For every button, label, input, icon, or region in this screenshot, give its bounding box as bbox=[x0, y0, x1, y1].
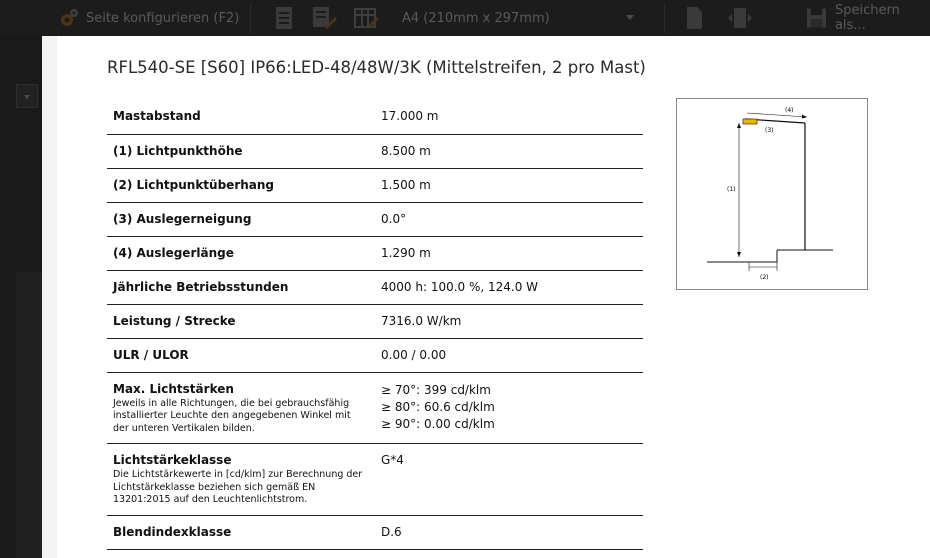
row-label: Jährliche Betriebsstunden bbox=[107, 270, 373, 304]
table-row bbox=[107, 100, 643, 134]
row-label: (3) Auslegerneigung bbox=[107, 202, 373, 236]
table-row bbox=[107, 270, 643, 304]
report-edit-icon bbox=[311, 5, 337, 31]
table-row-intensity-class bbox=[107, 444, 643, 516]
table-row bbox=[107, 168, 643, 202]
row-label: (4) Auslegerlänge bbox=[107, 236, 373, 270]
page-arrows-icon bbox=[726, 6, 754, 30]
left-panel bbox=[0, 36, 42, 558]
luminaire-spec-table bbox=[107, 100, 643, 550]
intensity-class-note: Die Lichtstärkewerte in [cd/klm] zur Berechnung der Lichtstärkeklasse beziehen sich gemäß EN 13201:2015 auf den Leuchtenlichtstrom. bbox=[113, 469, 363, 505]
left-panel-scroll-area[interactable] bbox=[16, 272, 42, 558]
diagram-label-2: (2) bbox=[760, 274, 769, 281]
table-row bbox=[107, 338, 643, 372]
floppy-disk-icon bbox=[806, 7, 827, 29]
row-value: 0.0° bbox=[373, 202, 643, 236]
luminaire-title: RFL540-SE [S60] IP66:LED-48/48W/3K (Mittelstreifen, 2 pro Mast) bbox=[107, 58, 646, 77]
paper-size-select[interactable] bbox=[380, 4, 650, 32]
row-value: 1.290 m bbox=[373, 236, 643, 270]
table-row bbox=[107, 134, 643, 168]
row-label: Blendindexklasse bbox=[107, 515, 373, 549]
save-as-button[interactable] bbox=[806, 0, 930, 36]
save-as-label: Speichern als... bbox=[834, 3, 900, 33]
page-view-button[interactable] bbox=[270, 4, 298, 32]
page-icon bbox=[684, 6, 704, 30]
row-label: Mastabstand bbox=[107, 100, 373, 134]
table-icon bbox=[353, 5, 379, 31]
chevron-down-icon bbox=[24, 95, 30, 99]
diagram-label-1: (1) bbox=[727, 186, 736, 193]
configure-page-button[interactable] bbox=[58, 0, 239, 36]
row-label bbox=[107, 372, 373, 444]
left-panel-dropdown[interactable] bbox=[16, 84, 38, 108]
table-row bbox=[107, 202, 643, 236]
row-value: G*4 bbox=[373, 444, 643, 516]
max-intensity-value: ≥ 70°: 399 cd/klm bbox=[381, 382, 491, 397]
page-navigation-button[interactable] bbox=[726, 4, 754, 32]
luminaire-marker bbox=[743, 119, 757, 124]
row-value: D.6 bbox=[373, 515, 643, 549]
chevron-down-icon bbox=[626, 15, 634, 20]
row-label: (1) Lichtpunkthöhe bbox=[107, 134, 373, 168]
row-value: 4000 h: 100.0 %, 124.0 W bbox=[373, 270, 643, 304]
row-label: ULR / ULOR bbox=[107, 338, 373, 372]
row-value: 8.500 m bbox=[373, 134, 643, 168]
table-settings-button[interactable] bbox=[352, 4, 380, 32]
max-intensity-label: Max. Lichtstärken bbox=[113, 381, 234, 396]
row-label: (2) Lichtpunktüberhang bbox=[107, 168, 373, 202]
table-row bbox=[107, 515, 643, 549]
row-value: 1.500 m bbox=[373, 168, 643, 202]
row-value: 0.00 / 0.00 bbox=[373, 338, 643, 372]
row-label bbox=[107, 444, 373, 516]
row-value: 7316.0 W/km bbox=[373, 304, 643, 338]
table-row bbox=[107, 236, 643, 270]
document-icon bbox=[274, 6, 294, 30]
diagram-label-3: (3) bbox=[765, 127, 774, 134]
row-value: 17.000 m bbox=[373, 100, 643, 134]
table-row-max-intensity bbox=[107, 372, 643, 444]
table-row bbox=[107, 304, 643, 338]
intensity-class-label: Lichtstärkeklasse bbox=[113, 453, 232, 467]
row-label: Leistung / Strecke bbox=[107, 304, 373, 338]
toolbar bbox=[0, 0, 930, 36]
diagram-label-4: (4) bbox=[785, 107, 794, 114]
max-intensity-note: Jeweils in alle Richtungen, die bei gebrauchsfähig installierter Leuchte den angegebenen Winkel mit der unteren Vertikalen bilden. bbox=[113, 397, 351, 434]
luminaire-geometry-diagram bbox=[676, 98, 868, 290]
max-intensity-value: ≥ 90°: 0.00 cd/klm bbox=[381, 416, 495, 431]
paper-size-value: A4 (210mm x 297mm) bbox=[402, 10, 550, 26]
gear-icon bbox=[58, 7, 80, 29]
configure-page-label: Seite konfigurieren (F2) bbox=[86, 10, 240, 26]
row-value bbox=[373, 372, 643, 444]
max-intensity-value: ≥ 80°: 60.6 cd/klm bbox=[381, 399, 495, 414]
report-settings-button[interactable] bbox=[310, 4, 338, 32]
new-page-button[interactable] bbox=[680, 4, 708, 32]
